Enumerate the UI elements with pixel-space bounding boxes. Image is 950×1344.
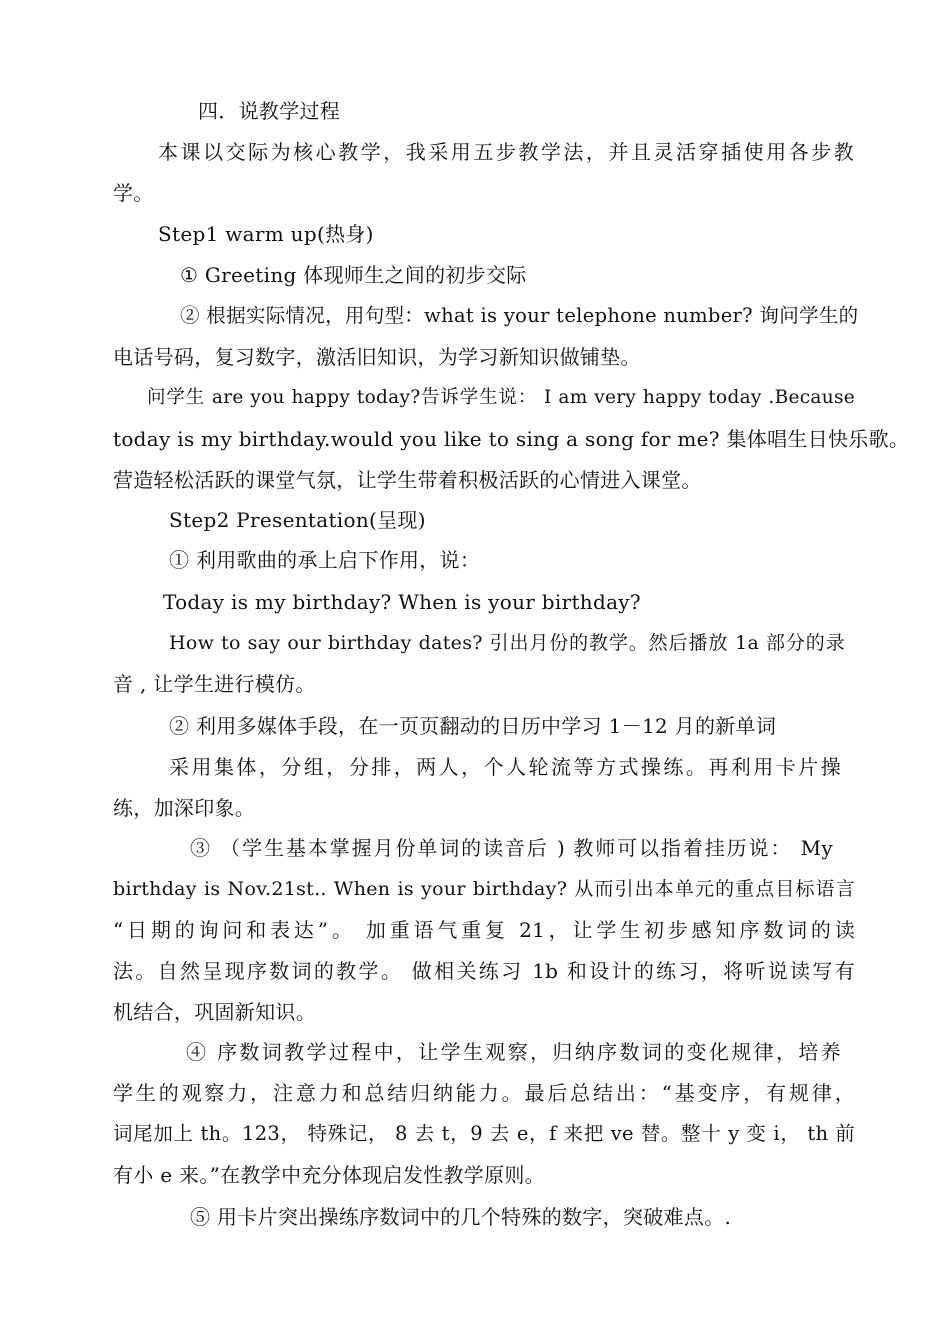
paragraph-line: ① Greeting 体现师生之间的初步交际 bbox=[180, 263, 527, 287]
paragraph-line: 问学生 are you happy today?告诉学生说： I am very happy today .Because bbox=[147, 387, 855, 408]
paragraph-line: 采用集体，分组，分排，两人，个人轮流等方式操练。再利用卡片操 bbox=[169, 755, 841, 779]
paragraph-line: ① 利用歌曲的承上启下作用，说： bbox=[169, 548, 481, 572]
paragraph-line: “日期的询问和表达”。 加重语气重复 21，让学生初步感知序数词的读 bbox=[113, 918, 855, 942]
paragraph-line: 本课以交际为核心教学，我采用五步教学法，并且灵活穿插使用各步教 bbox=[158, 140, 854, 164]
paragraph-line: 电话号码，复习数字，激活旧知识，为学习新知识做铺垫。 bbox=[113, 345, 641, 369]
paragraph-line: 有小 e 来。”在教学中充分体现启发性教学原则。 bbox=[113, 1163, 545, 1187]
paragraph-line: today is my birthday.would you like to sing a song for me? 集体唱生日快乐歌。 bbox=[113, 427, 910, 451]
section-heading: 四．说教学过程 bbox=[198, 99, 341, 123]
paragraph-line: 词尾加上 th。123， 特殊记， 8 去 t，9 去 e，f 来把 ve 替。整十 y 变 i， th 前 bbox=[113, 1122, 855, 1145]
paragraph-line: 音 , 让学生进行模仿。 bbox=[113, 672, 316, 696]
paragraph-line: 营造轻松活跃的课堂气氛，让学生带着积极活跃的心情进入课堂。 bbox=[113, 468, 702, 492]
paragraph-line: How to say our birthday dates? 引出月份的教学。然后播放 1a 部分的录 bbox=[169, 632, 845, 654]
step-heading: Step1 warm up(热身) bbox=[158, 222, 374, 246]
paragraph-line: ④ 序数词教学过程中，让学生观察，归纳序数词的变化规律，培养 bbox=[186, 1040, 841, 1064]
paragraph-line: birthday is Nov.21st.. When is your birthday? 从而引出本单元的重点目标语言 bbox=[113, 878, 855, 900]
paragraph-line: ③ （学生基本掌握月份单词的读音后 ) 教师可以指着挂历说： My bbox=[190, 836, 833, 860]
paragraph-line: 学。 bbox=[113, 181, 154, 205]
paragraph-line: 法。自然呈现序数词的教学。 做相关练习 1b 和设计的练习，将听说读写有 bbox=[113, 959, 855, 983]
step-heading: Step2 Presentation(呈现) bbox=[169, 508, 426, 532]
paragraph-line: Today is my birthday? When is your birthday? bbox=[163, 590, 641, 614]
paragraph-line: 学生的观察力，注意力和总结归纳能力。最后总结出：“基变序，有规律， bbox=[113, 1081, 855, 1105]
paragraph-line: 机结合，巩固新知识。 bbox=[113, 1000, 316, 1024]
paragraph-line: ② 根据实际情况，用句型：what is your telephone number? 询问学生的 bbox=[180, 304, 859, 327]
paragraph-line: ② 利用多媒体手段，在一页页翻动的日历中学习 1－12 月的新单词 bbox=[169, 714, 777, 738]
paragraph-line: 练，加深印象。 bbox=[113, 796, 256, 820]
paragraph-line: ⑤ 用卡片突出操练序数词中的几个特殊的数字，突破难点。. bbox=[190, 1205, 732, 1229]
